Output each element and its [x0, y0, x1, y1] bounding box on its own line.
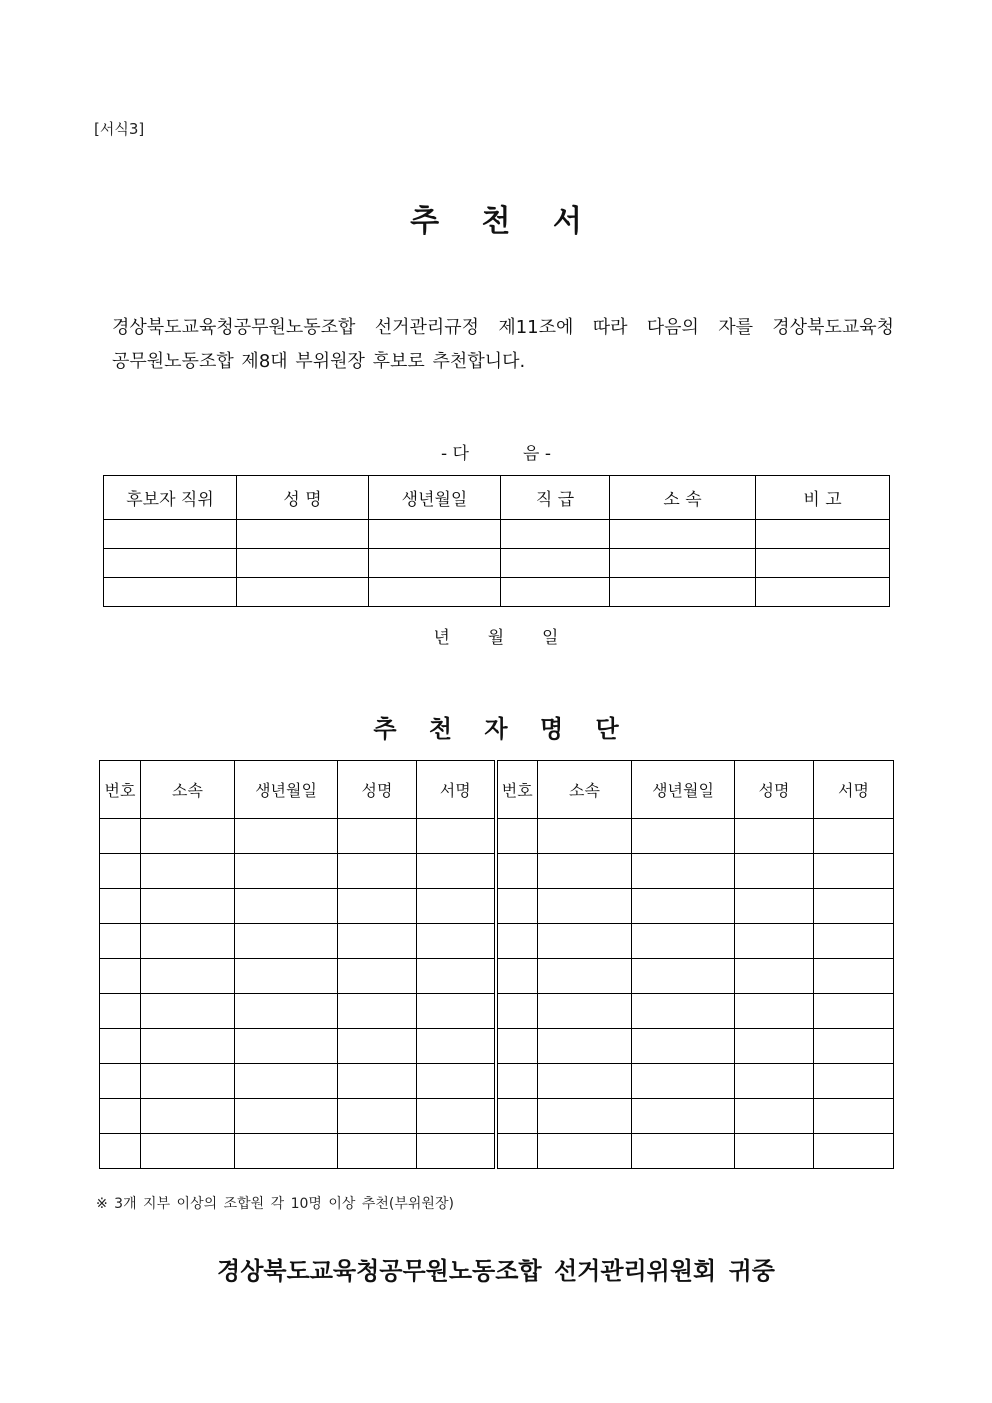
blank-cell[interactable] [338, 1064, 417, 1099]
blank-cell[interactable] [632, 1064, 735, 1099]
blank-cell[interactable] [735, 819, 814, 854]
table-row [100, 924, 894, 959]
blank-cell[interactable] [756, 578, 890, 607]
blank-cell[interactable] [417, 889, 496, 924]
blank-cell[interactable] [735, 1064, 814, 1099]
blank-cell[interactable] [141, 1064, 235, 1099]
blank-cell[interactable] [496, 854, 538, 889]
blank-cell[interactable] [756, 520, 890, 549]
blank-cell[interactable] [735, 994, 814, 1029]
blank-cell[interactable] [100, 1134, 141, 1169]
recommender-rows [100, 819, 894, 1169]
blank-cell[interactable] [338, 994, 417, 1029]
blank-cell[interactable] [496, 924, 538, 959]
blank-cell[interactable] [735, 854, 814, 889]
blank-cell[interactable] [632, 924, 735, 959]
blank-cell[interactable] [235, 959, 338, 994]
table-row [104, 520, 890, 549]
blank-cell[interactable] [417, 959, 496, 994]
blank-cell[interactable] [104, 520, 237, 549]
blank-cell[interactable] [496, 889, 538, 924]
blank-cell[interactable] [235, 819, 338, 854]
header-cell: 소속 [538, 761, 632, 819]
table-row [104, 578, 890, 607]
blank-cell[interactable] [735, 889, 814, 924]
blank-cell[interactable] [735, 1029, 814, 1064]
blank-cell[interactable] [756, 549, 890, 578]
blank-cell[interactable] [417, 924, 496, 959]
table-row [100, 889, 894, 924]
table-row [100, 1029, 894, 1064]
header-cell: 서명 [814, 761, 894, 819]
blank-cell[interactable] [632, 1099, 735, 1134]
blank-cell[interactable] [417, 1029, 496, 1064]
blank-cell[interactable] [538, 854, 632, 889]
blank-cell[interactable] [338, 959, 417, 994]
note-heading: - 다 음 - [441, 444, 551, 464]
recommender-header-row [100, 761, 894, 819]
date-line: 년 월 일 [433, 628, 559, 648]
blank-cell[interactable] [496, 1099, 538, 1134]
blank-cell[interactable] [814, 1099, 894, 1134]
blank-cell[interactable] [496, 994, 538, 1029]
blank-cell[interactable] [538, 924, 632, 959]
blank-cell[interactable] [141, 994, 235, 1029]
blank-cell[interactable] [814, 994, 894, 1029]
blank-cell[interactable] [814, 959, 894, 994]
blank-cell[interactable] [338, 819, 417, 854]
blank-cell[interactable] [735, 924, 814, 959]
blank-cell[interactable] [501, 578, 610, 607]
blank-cell[interactable] [338, 1134, 417, 1169]
blank-cell[interactable] [235, 994, 338, 1029]
blank-cell[interactable] [141, 1099, 235, 1134]
blank-cell[interactable] [496, 819, 538, 854]
blank-cell[interactable] [235, 854, 338, 889]
body-paragraph [112, 311, 894, 379]
blank-cell[interactable] [100, 889, 141, 924]
table-row [100, 959, 894, 994]
blank-cell[interactable] [610, 578, 756, 607]
blank-cell[interactable] [417, 819, 496, 854]
blank-cell[interactable] [141, 854, 235, 889]
blank-cell[interactable] [735, 959, 814, 994]
header-cell: 생년월일 [235, 761, 338, 819]
candidate-header-row [104, 476, 890, 520]
blank-cell[interactable] [338, 1029, 417, 1064]
table-row [100, 1099, 894, 1134]
blank-cell[interactable] [538, 819, 632, 854]
candidate-rows [104, 520, 890, 607]
blank-cell[interactable] [100, 959, 141, 994]
blank-cell[interactable] [814, 924, 894, 959]
footer-addressee: 경상북도교육청공무원노동조합 선거관리위원회 귀중 [217, 1257, 775, 1285]
blank-cell[interactable] [538, 1134, 632, 1169]
blank-cell[interactable] [538, 889, 632, 924]
blank-cell[interactable] [501, 520, 610, 549]
blank-cell[interactable] [100, 1099, 141, 1134]
blank-cell[interactable] [235, 889, 338, 924]
recommender-table [99, 760, 894, 1169]
footnote: ※ 3개 지부 이상의 조합원 각 10명 이상 추천(부위원장) [96, 1196, 454, 1212]
header-cell: 소 속 [610, 476, 756, 520]
table-row [104, 549, 890, 578]
blank-cell[interactable] [735, 1134, 814, 1169]
header-cell: 성 명 [237, 476, 369, 520]
blank-cell[interactable] [369, 549, 501, 578]
blank-cell[interactable] [235, 1134, 338, 1169]
blank-cell[interactable] [237, 520, 369, 549]
blank-cell[interactable] [538, 994, 632, 1029]
table-row [100, 854, 894, 889]
blank-cell[interactable] [141, 924, 235, 959]
blank-cell[interactable] [141, 819, 235, 854]
blank-cell[interactable] [632, 819, 735, 854]
blank-cell[interactable] [496, 1134, 538, 1169]
blank-cell[interactable] [417, 1099, 496, 1134]
blank-cell[interactable] [632, 1029, 735, 1064]
header-cell: 소속 [141, 761, 235, 819]
blank-cell[interactable] [632, 889, 735, 924]
blank-cell[interactable] [496, 1064, 538, 1099]
blank-cell[interactable] [100, 1064, 141, 1099]
blank-cell[interactable] [501, 549, 610, 578]
blank-cell[interactable] [338, 924, 417, 959]
blank-cell[interactable] [417, 854, 496, 889]
blank-cell[interactable] [610, 549, 756, 578]
blank-cell[interactable] [141, 889, 235, 924]
blank-cell[interactable] [338, 854, 417, 889]
header-cell: 번호 [100, 761, 141, 819]
header-cell: 직 급 [501, 476, 610, 520]
blank-cell[interactable] [237, 578, 369, 607]
blank-cell[interactable] [814, 854, 894, 889]
blank-cell[interactable] [632, 1134, 735, 1169]
blank-cell[interactable] [338, 1099, 417, 1134]
blank-cell[interactable] [538, 959, 632, 994]
header-cell: 생년월일 [632, 761, 735, 819]
header-cell: 후보자 직위 [104, 476, 237, 520]
blank-cell[interactable] [814, 1029, 894, 1064]
blank-cell[interactable] [235, 1064, 338, 1099]
blank-cell[interactable] [538, 1099, 632, 1134]
blank-cell[interactable] [814, 889, 894, 924]
blank-cell[interactable] [100, 924, 141, 959]
table-row [100, 1064, 894, 1099]
blank-cell[interactable] [496, 1029, 538, 1064]
table-row [100, 994, 894, 1029]
blank-cell[interactable] [735, 1099, 814, 1134]
header-cell: 성명 [735, 761, 814, 819]
blank-cell[interactable] [237, 549, 369, 578]
header-cell: 서명 [417, 761, 496, 819]
header-cell: 비 고 [756, 476, 890, 520]
blank-cell[interactable] [235, 1029, 338, 1064]
blank-cell[interactable] [338, 889, 417, 924]
blank-cell[interactable] [104, 578, 237, 607]
blank-cell[interactable] [417, 1064, 496, 1099]
blank-cell[interactable] [141, 1029, 235, 1064]
body-line-1: 경상북도교육청공무원노동조합 선거관리규정 제11조에 따라 다음의 자를 경상북도교육청 [112, 317, 894, 338]
blank-cell[interactable] [369, 520, 501, 549]
document-title: 추 천 서 [410, 204, 598, 239]
blank-cell[interactable] [141, 1134, 235, 1169]
form-code: [서식3] [94, 120, 145, 138]
blank-cell[interactable] [100, 854, 141, 889]
blank-cell[interactable] [538, 1064, 632, 1099]
blank-cell[interactable] [632, 854, 735, 889]
blank-cell[interactable] [610, 520, 756, 549]
table-row [100, 819, 894, 854]
table-row [100, 1134, 894, 1169]
header-cell: 생년월일 [369, 476, 501, 520]
blank-cell[interactable] [100, 994, 141, 1029]
blank-cell[interactable] [369, 578, 501, 607]
candidate-table [103, 475, 890, 607]
blank-cell[interactable] [141, 959, 235, 994]
blank-cell[interactable] [104, 549, 237, 578]
blank-cell[interactable] [417, 1134, 496, 1169]
blank-cell[interactable] [235, 1099, 338, 1134]
header-cell: 성명 [338, 761, 417, 819]
recommender-title: 추 천 자 명 단 [373, 715, 631, 743]
blank-cell[interactable] [100, 819, 141, 854]
blank-cell[interactable] [235, 924, 338, 959]
blank-cell[interactable] [632, 959, 735, 994]
blank-cell[interactable] [100, 1029, 141, 1064]
header-cell: 번호 [496, 761, 538, 819]
blank-cell[interactable] [814, 1064, 894, 1099]
blank-cell[interactable] [814, 819, 894, 854]
body-line-2: 공무원노동조합 제8대 부위원장 후보로 추천합니다. [112, 351, 526, 372]
blank-cell[interactable] [814, 1134, 894, 1169]
blank-cell[interactable] [417, 994, 496, 1029]
blank-cell[interactable] [538, 1029, 632, 1064]
blank-cell[interactable] [496, 959, 538, 994]
blank-cell[interactable] [632, 994, 735, 1029]
